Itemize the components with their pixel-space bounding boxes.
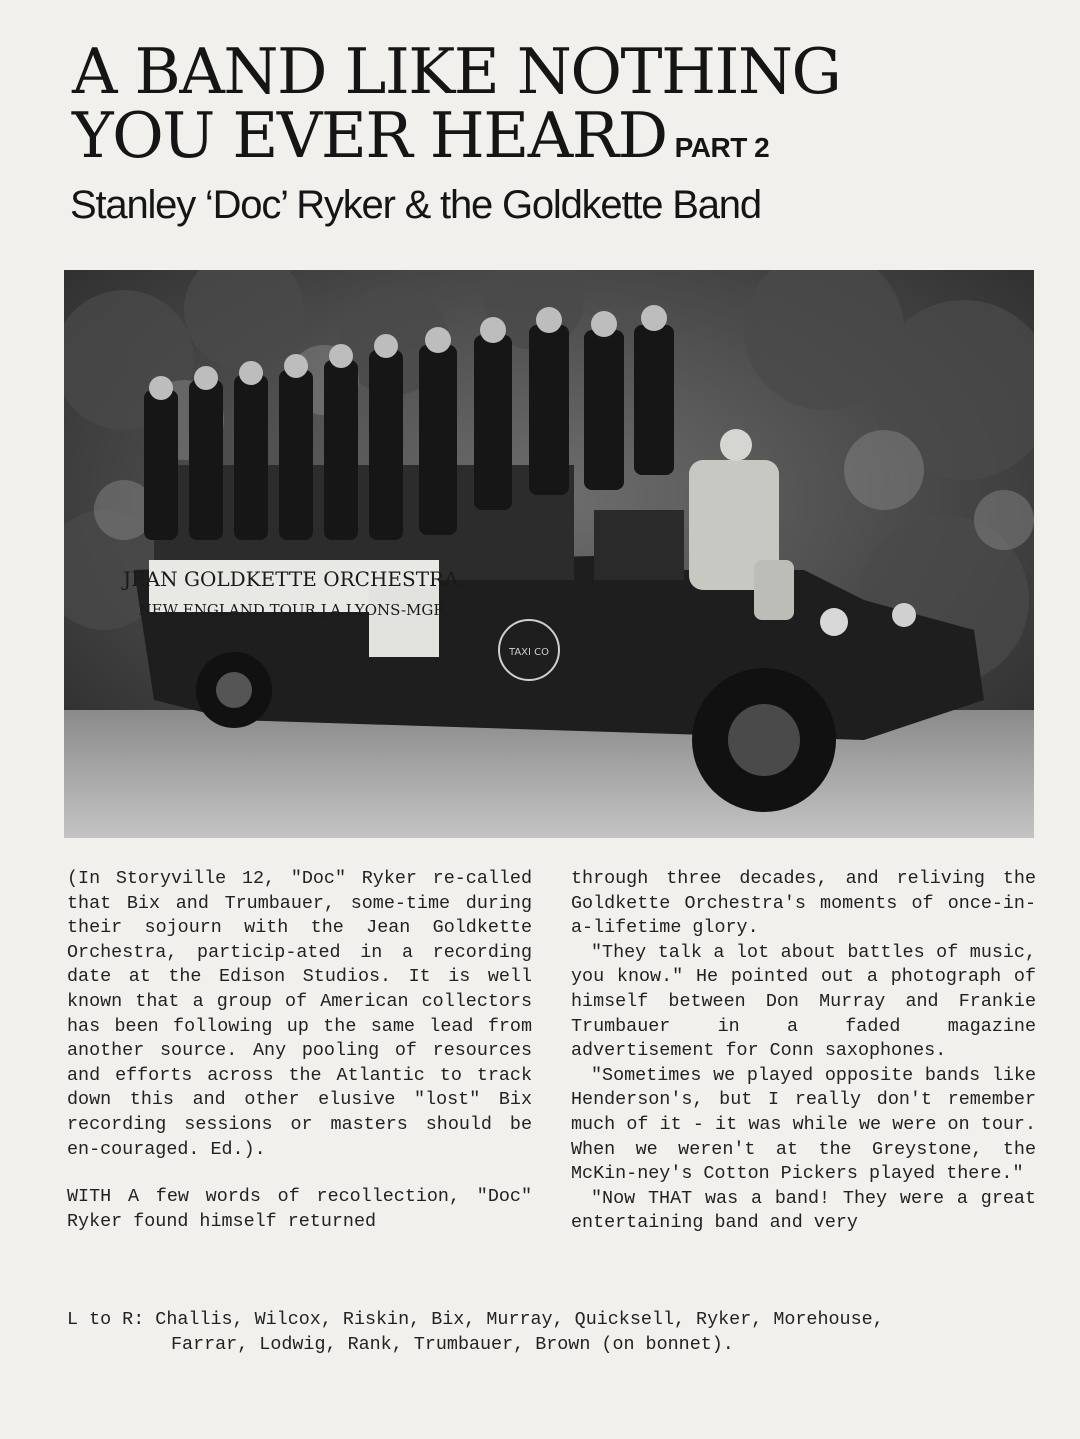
- article-column-1: [67, 867, 532, 1234]
- body-paragraph-3: "Sometimes we played opposite bands like Henderson's, but I really don't remember much of it - it was while we were on tour. When we weren't at the Greystone, the McKin-ney's Cotton Pickers played there.": [571, 1064, 1036, 1185]
- body-paragraph-2: "They talk a lot about battles of music, you know." He pointed out a photograph of himself between Don Murray and Frankie Trumbauer in a faded magazine advertisement for Conn saxophones.: [571, 941, 1036, 1062]
- part-label: PART 2: [674, 132, 770, 163]
- headline-line-2: YOU EVER HEARD: [72, 99, 667, 172]
- banner-text-1: JEAN GOLDKETTE ORCHESTRA.: [123, 567, 465, 591]
- banner-text-2: NEW ENGLAND TOUR J.A.LYONS-MGR.: [138, 601, 450, 619]
- article-subtitle: Stanley ‘Doc’ Ryker & the Goldkette Band: [70, 183, 761, 227]
- headline-line-1: A BAND LIKE NOTHING: [72, 35, 841, 108]
- body-paragraph-intro: WITH A few words of recollection, "Doc" Ryker found himself returned: [67, 1186, 532, 1232]
- editor-note: (In Storyville 12, "Doc" Ryker re-called that Bix and Trumbauer, some-time during their sojourn with the Jean Goldkette Orchestra, particip-ated in a recording date at the Edison Studios. It is well known that a group of American collectors has been following up the same lead from another source. Any pooling of resources and efforts across the Atlantic to track down this and other elusive "lost" Bix recording sessions or masters should be en-couraged. Ed.).: [67, 868, 532, 1160]
- body-paragraph-1: through three decades, and reliving the Goldkette Orchestra's moments of once-in-a-lifetime glory.: [571, 868, 1036, 939]
- band-photo: [64, 270, 1034, 838]
- article-headline: [72, 35, 841, 180]
- emblem-text: TAXI CO: [508, 647, 550, 658]
- caption-line-2: Farrar, Lodwig, Rank, Trumbauer, Brown (on bonnet).: [171, 1333, 734, 1355]
- photo-caption: [67, 1308, 1042, 1357]
- article-column-2: [571, 867, 1036, 1236]
- caption-line-1: L to R: Challis, Wilcox, Riskin, Bix, Murray, Quicksell, Ryker, Morehouse,: [67, 1309, 884, 1330]
- body-paragraph-4: "Now THAT was a band! They were a great entertaining band and very: [571, 1187, 1036, 1234]
- band-photo-illustration: [64, 270, 1034, 838]
